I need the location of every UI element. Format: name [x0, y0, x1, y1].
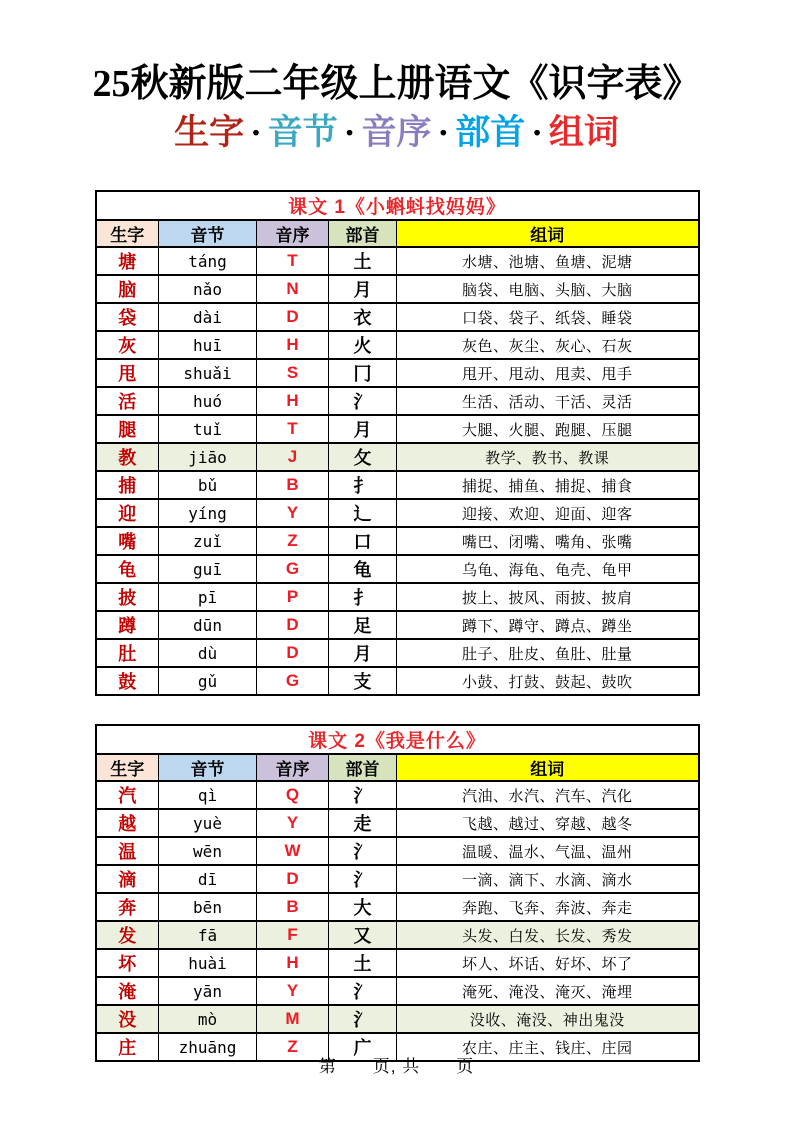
words-cell: 汽油、水汽、汽车、汽化 — [397, 781, 699, 809]
words-cell: 淹死、淹没、淹灭、淹埋 — [397, 977, 699, 1005]
initial-cell: H — [257, 387, 329, 415]
table-row — [96, 781, 699, 809]
initial-cell: B — [257, 471, 329, 499]
char-cell: 迎 — [96, 499, 159, 527]
vocab-table-lesson-1 — [95, 190, 700, 696]
radical-cell: 火 — [329, 331, 397, 359]
table-row — [96, 639, 699, 667]
column-header: 组词 — [397, 220, 699, 247]
radical-cell: 支 — [329, 667, 397, 695]
radical-cell: 氵 — [329, 977, 397, 1005]
words-cell: 甩开、甩动、甩卖、甩手 — [397, 359, 699, 387]
initial-cell: P — [257, 583, 329, 611]
words-cell: 小鼓、打鼓、鼓起、鼓吹 — [397, 667, 699, 695]
table-row — [96, 667, 699, 695]
char-cell: 汽 — [96, 781, 159, 809]
pinyin-cell: fā — [159, 921, 257, 949]
words-cell: 水塘、池塘、鱼塘、泥塘 — [397, 247, 699, 275]
words-cell: 农庄、庄主、钱庄、庄园 — [397, 1033, 699, 1061]
subtitle-part: 部首 — [455, 112, 526, 152]
table-row — [96, 303, 699, 331]
words-cell: 头发、白发、长发、秀发 — [397, 921, 699, 949]
initial-cell: Y — [257, 977, 329, 1005]
pinyin-cell: jiāo — [159, 443, 257, 471]
pinyin-cell: bēn — [159, 893, 257, 921]
pinyin-cell: pī — [159, 583, 257, 611]
table-row — [96, 443, 699, 471]
radical-cell: 广 — [329, 1033, 397, 1061]
initial-cell: T — [257, 247, 329, 275]
lesson-title-row — [96, 191, 699, 220]
pinyin-cell: yíng — [159, 499, 257, 527]
radical-cell: 走 — [329, 809, 397, 837]
radical-cell: 土 — [329, 949, 397, 977]
subtitle-part: 音节 — [267, 112, 338, 152]
words-cell: 乌龟、海龟、龟壳、龟甲 — [397, 555, 699, 583]
initial-cell: Y — [257, 809, 329, 837]
initial-cell: D — [257, 303, 329, 331]
words-cell: 大腿、火腿、跑腿、压腿 — [397, 415, 699, 443]
initial-cell: G — [257, 667, 329, 695]
radical-cell: 扌 — [329, 471, 397, 499]
char-cell: 越 — [96, 809, 159, 837]
tables-container — [95, 190, 699, 1062]
char-cell: 温 — [96, 837, 159, 865]
pinyin-cell: dù — [159, 639, 257, 667]
initial-cell: D — [257, 639, 329, 667]
words-cell: 灰色、灰尘、灰心、石灰 — [397, 331, 699, 359]
char-cell: 坏 — [96, 949, 159, 977]
pinyin-cell: yuè — [159, 809, 257, 837]
radical-cell: 月 — [329, 639, 397, 667]
char-cell: 袋 — [96, 303, 159, 331]
words-cell: 奔跑、飞奔、奔波、奔走 — [397, 893, 699, 921]
char-cell: 灰 — [96, 331, 159, 359]
table-row — [96, 359, 699, 387]
char-cell: 教 — [96, 443, 159, 471]
pinyin-cell: gǔ — [159, 667, 257, 695]
pinyin-cell: qì — [159, 781, 257, 809]
pinyin-cell: tuǐ — [159, 415, 257, 443]
radical-cell: 扌 — [329, 583, 397, 611]
char-cell: 脑 — [96, 275, 159, 303]
char-cell: 庄 — [96, 1033, 159, 1061]
lesson-title: 课文 2《我是什么》 — [96, 725, 699, 754]
pinyin-cell: huī — [159, 331, 257, 359]
words-cell: 温暖、温水、气温、温州 — [397, 837, 699, 865]
column-header-row — [96, 754, 699, 781]
table-row — [96, 331, 699, 359]
char-cell: 滴 — [96, 865, 159, 893]
pinyin-cell: huài — [159, 949, 257, 977]
char-cell: 披 — [96, 583, 159, 611]
words-cell: 没收、淹没、神出鬼没 — [397, 1005, 699, 1033]
radical-cell: 又 — [329, 921, 397, 949]
radical-cell: 月 — [329, 415, 397, 443]
subtitle-separator: · — [437, 112, 450, 152]
table-row — [96, 921, 699, 949]
column-header: 音序 — [257, 220, 329, 247]
initial-cell: G — [257, 555, 329, 583]
radical-cell: 大 — [329, 893, 397, 921]
pinyin-cell: guī — [159, 555, 257, 583]
column-header: 部首 — [329, 220, 397, 247]
words-cell: 迎接、欢迎、迎面、迎客 — [397, 499, 699, 527]
char-cell: 发 — [96, 921, 159, 949]
pinyin-cell: nǎo — [159, 275, 257, 303]
column-header: 生字 — [96, 754, 159, 781]
table-row — [96, 583, 699, 611]
char-cell: 塘 — [96, 247, 159, 275]
initial-cell: H — [257, 331, 329, 359]
char-cell: 嘴 — [96, 527, 159, 555]
page-subtitle — [0, 114, 793, 153]
table-row — [96, 1005, 699, 1033]
radical-cell: 攵 — [329, 443, 397, 471]
char-cell: 龟 — [96, 555, 159, 583]
initial-cell: D — [257, 865, 329, 893]
table-row — [96, 555, 699, 583]
char-cell: 腿 — [96, 415, 159, 443]
initial-cell: H — [257, 949, 329, 977]
subtitle-part: 组词 — [548, 112, 619, 152]
words-cell: 蹲下、蹲守、蹲点、蹲坐 — [397, 611, 699, 639]
radical-cell: 氵 — [329, 1005, 397, 1033]
column-header: 音序 — [257, 754, 329, 781]
char-cell: 活 — [96, 387, 159, 415]
initial-cell: Y — [257, 499, 329, 527]
lesson-title-row — [96, 725, 699, 754]
words-cell: 肚子、肚皮、鱼肚、肚量 — [397, 639, 699, 667]
pinyin-cell: táng — [159, 247, 257, 275]
radical-cell: 氵 — [329, 837, 397, 865]
radical-cell: 氵 — [329, 781, 397, 809]
page-title: 25秋新版二年级上册语文《识字表》 — [92, 63, 701, 105]
char-cell: 奔 — [96, 893, 159, 921]
initial-cell: Q — [257, 781, 329, 809]
column-header-row — [96, 220, 699, 247]
column-header: 生字 — [96, 220, 159, 247]
table-row — [96, 611, 699, 639]
table-row — [96, 949, 699, 977]
initial-cell: Z — [257, 1033, 329, 1061]
column-header: 音节 — [159, 754, 257, 781]
pinyin-cell: wēn — [159, 837, 257, 865]
table-row — [96, 499, 699, 527]
subtitle-separator: · — [531, 112, 543, 152]
radical-cell: 冂 — [329, 359, 397, 387]
words-cell: 口袋、袋子、纸袋、睡袋 — [397, 303, 699, 331]
words-cell: 坏人、坏话、好坏、坏了 — [397, 949, 699, 977]
initial-cell: J — [257, 443, 329, 471]
char-cell: 肚 — [96, 639, 159, 667]
pinyin-cell: zuǐ — [159, 527, 257, 555]
radical-cell: 土 — [329, 247, 397, 275]
words-cell: 教学、教书、教课 — [397, 443, 699, 471]
subtitle-part: 音序 — [361, 112, 432, 152]
vocab-table-lesson-2 — [95, 724, 700, 1062]
pinyin-cell: yān — [159, 977, 257, 1005]
words-cell: 飞越、越过、穿越、越冬 — [397, 809, 699, 837]
table-row — [96, 809, 699, 837]
pinyin-cell: huó — [159, 387, 257, 415]
page-footer: 第 页, 共 页 — [318, 1057, 475, 1076]
table-row — [96, 837, 699, 865]
radical-cell: 氵 — [329, 865, 397, 893]
subtitle-separator: · — [250, 112, 262, 152]
words-cell: 嘴巴、闭嘴、嘴角、张嘴 — [397, 527, 699, 555]
radical-cell: 月 — [329, 275, 397, 303]
radical-cell: 衣 — [329, 303, 397, 331]
radical-cell: 氵 — [329, 387, 397, 415]
initial-cell: N — [257, 275, 329, 303]
pinyin-cell: dài — [159, 303, 257, 331]
pinyin-cell: dī — [159, 865, 257, 893]
char-cell: 蹲 — [96, 611, 159, 639]
char-cell: 捕 — [96, 471, 159, 499]
initial-cell: T — [257, 415, 329, 443]
words-cell: 生活、活动、干活、灵活 — [397, 387, 699, 415]
initial-cell: D — [257, 611, 329, 639]
char-cell: 没 — [96, 1005, 159, 1033]
char-cell: 鼓 — [96, 667, 159, 695]
initial-cell: B — [257, 893, 329, 921]
column-header: 组词 — [397, 754, 699, 781]
initial-cell: Z — [257, 527, 329, 555]
radical-cell: 辶 — [329, 499, 397, 527]
table-row — [96, 893, 699, 921]
char-cell: 甩 — [96, 359, 159, 387]
subtitle-part: 生字 — [174, 112, 245, 152]
words-cell: 捕捉、捕鱼、捕捉、捕食 — [397, 471, 699, 499]
table-row — [96, 527, 699, 555]
pinyin-cell: mò — [159, 1005, 257, 1033]
words-cell: 披上、披风、雨披、披肩 — [397, 583, 699, 611]
table-row — [96, 275, 699, 303]
table-row — [96, 415, 699, 443]
column-header: 部首 — [329, 754, 397, 781]
initial-cell: M — [257, 1005, 329, 1033]
subtitle-separator: · — [343, 112, 356, 152]
initial-cell: W — [257, 837, 329, 865]
lesson-title: 课文 1《小蝌蚪找妈妈》 — [96, 191, 699, 220]
pinyin-cell: zhuāng — [159, 1033, 257, 1061]
words-cell: 一滴、滴下、水滴、滴水 — [397, 865, 699, 893]
initial-cell: S — [257, 359, 329, 387]
pinyin-cell: shuǎi — [159, 359, 257, 387]
radical-cell: 足 — [329, 611, 397, 639]
pinyin-cell: bǔ — [159, 471, 257, 499]
initial-cell: F — [257, 921, 329, 949]
words-cell: 脑袋、电脑、头脑、大脑 — [397, 275, 699, 303]
table-row — [96, 977, 699, 1005]
radical-cell: 龟 — [329, 555, 397, 583]
pinyin-cell: dūn — [159, 611, 257, 639]
table-row — [96, 471, 699, 499]
radical-cell: 口 — [329, 527, 397, 555]
table-row — [96, 247, 699, 275]
char-cell: 淹 — [96, 977, 159, 1005]
table-row — [96, 387, 699, 415]
column-header: 音节 — [159, 220, 257, 247]
table-row — [96, 865, 699, 893]
